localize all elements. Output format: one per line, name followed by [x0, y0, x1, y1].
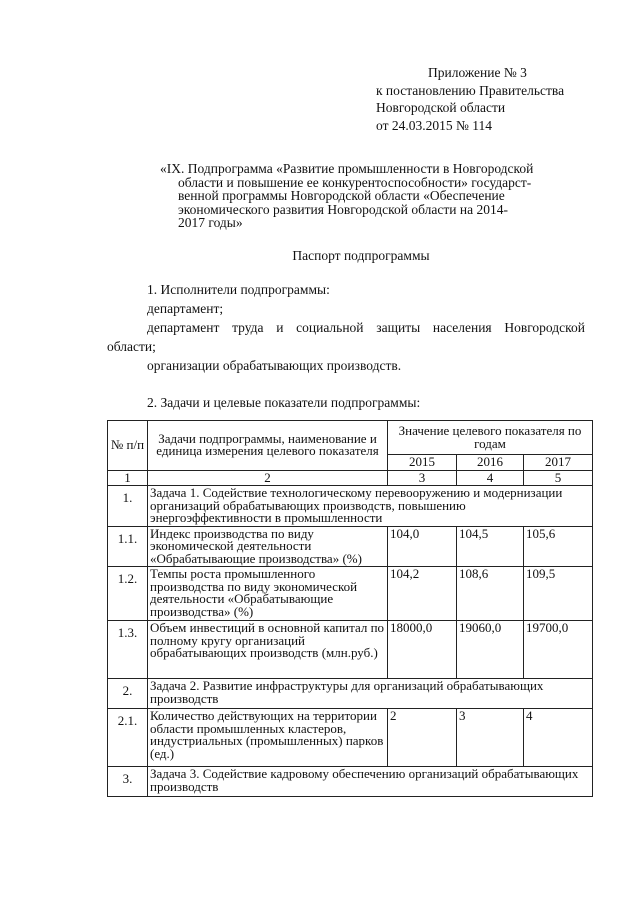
col-number: 1	[108, 470, 148, 486]
header-year-2017: 2017	[524, 455, 593, 471]
table-row	[108, 526, 593, 567]
task-text: Задача 3. Содействие кадровому обеспечению организаций обрабатывающих производств	[148, 767, 593, 797]
table-row	[108, 486, 593, 527]
value-2016: 3	[457, 709, 524, 767]
executor-item-cont: области;	[107, 339, 156, 354]
appendix-resolution: к постановлению Правительства	[376, 82, 565, 98]
header-value: Значение целевого показателя по годам	[388, 421, 593, 455]
row-num: 1.2.	[108, 567, 148, 621]
value-2017: 109,5	[524, 567, 593, 621]
passport-title: Паспорт подпрограммы	[292, 248, 430, 263]
header-tasks: Задачи подпрограммы, наименование и единица измерения целевого показателя	[148, 421, 388, 471]
heading-line: «IX. Подпрограмма «Развитие промышленности в Новгородской	[160, 161, 534, 176]
value-2016: 19060,0	[457, 621, 524, 679]
value-2017: 105,6	[524, 526, 593, 567]
table-row	[108, 709, 593, 767]
heading-line: 2017 годы»	[178, 215, 243, 230]
executor-item: департамент труда и социальной защиты населения Новгородской	[147, 320, 585, 335]
value-2016: 104,5	[457, 526, 524, 567]
heading-line: области и повышение ее конкурентоспособности» государст-	[178, 174, 532, 190]
appendix-region: Новгородской области	[376, 100, 506, 115]
appendix-number: Приложение № 3	[428, 65, 527, 80]
indicator-text: Объем инвестиций в основной капитал по полному кругу организаций обрабатывающих производств (млн.руб.)	[148, 621, 388, 679]
indicator-text: Количество действующих на территории области промышленных кластеров, индустриальных (промышленных) парков (ед.)	[148, 709, 388, 767]
tasks-table	[107, 420, 593, 797]
value-2017: 4	[524, 709, 593, 767]
value-2016: 108,6	[457, 567, 524, 621]
row-num: 1.3.	[108, 621, 148, 679]
task-text: Задача 2. Развитие инфраструктуры для организаций обрабатывающих производств	[148, 679, 593, 709]
heading-line: экономического развития Новгородской области на 2014-	[178, 201, 508, 217]
table-row	[108, 621, 593, 679]
value-2015: 104,0	[388, 526, 457, 567]
table-row	[108, 567, 593, 621]
row-num: 3.	[108, 767, 148, 797]
header-num: № п/п	[108, 421, 148, 471]
indicator-text: Темпы роста промышленного производства по виду экономической деятельности «Обрабатывающие производства» (%)	[148, 567, 388, 621]
row-num: 2.	[108, 679, 148, 709]
value-2017: 19700,0	[524, 621, 593, 679]
col-number: 2	[148, 470, 388, 486]
table-row	[108, 679, 593, 709]
value-2015: 18000,0	[388, 621, 457, 679]
appendix-block	[376, 64, 564, 134]
table-row	[108, 767, 593, 797]
appendix-date: от 24.03.2015 № 114	[376, 117, 492, 133]
col-number: 3	[388, 470, 457, 486]
value-2015: 104,2	[388, 567, 457, 621]
col-number: 5	[524, 470, 593, 486]
section1-title: 1. Исполнители подпрограммы:	[147, 282, 330, 297]
executor-item: организации обрабатывающих производств.	[147, 358, 402, 373]
row-num: 1.	[108, 486, 148, 527]
heading-line: венной программы Новгородской области «Обеспечение	[178, 188, 505, 203]
task-text: Задача 1. Содействие технологическому перевооружению и модернизации организаций обрабатывающих производств, повышению энергоэффективности в промышленности	[148, 486, 593, 527]
indicator-text: Индекс производства по виду экономической деятельности «Обрабатывающие производства» (%)	[148, 526, 388, 567]
section2-title: 2. Задачи и целевые показатели подпрограммы:	[147, 395, 421, 410]
header-year-2016: 2016	[457, 455, 524, 471]
col-number: 4	[457, 470, 524, 486]
value-2015: 2	[388, 709, 457, 767]
header-year-2015: 2015	[388, 455, 457, 471]
row-num: 1.1.	[108, 526, 148, 567]
subprogram-heading	[160, 162, 585, 230]
executor-item: департамент;	[147, 301, 224, 316]
row-num: 2.1.	[108, 709, 148, 767]
